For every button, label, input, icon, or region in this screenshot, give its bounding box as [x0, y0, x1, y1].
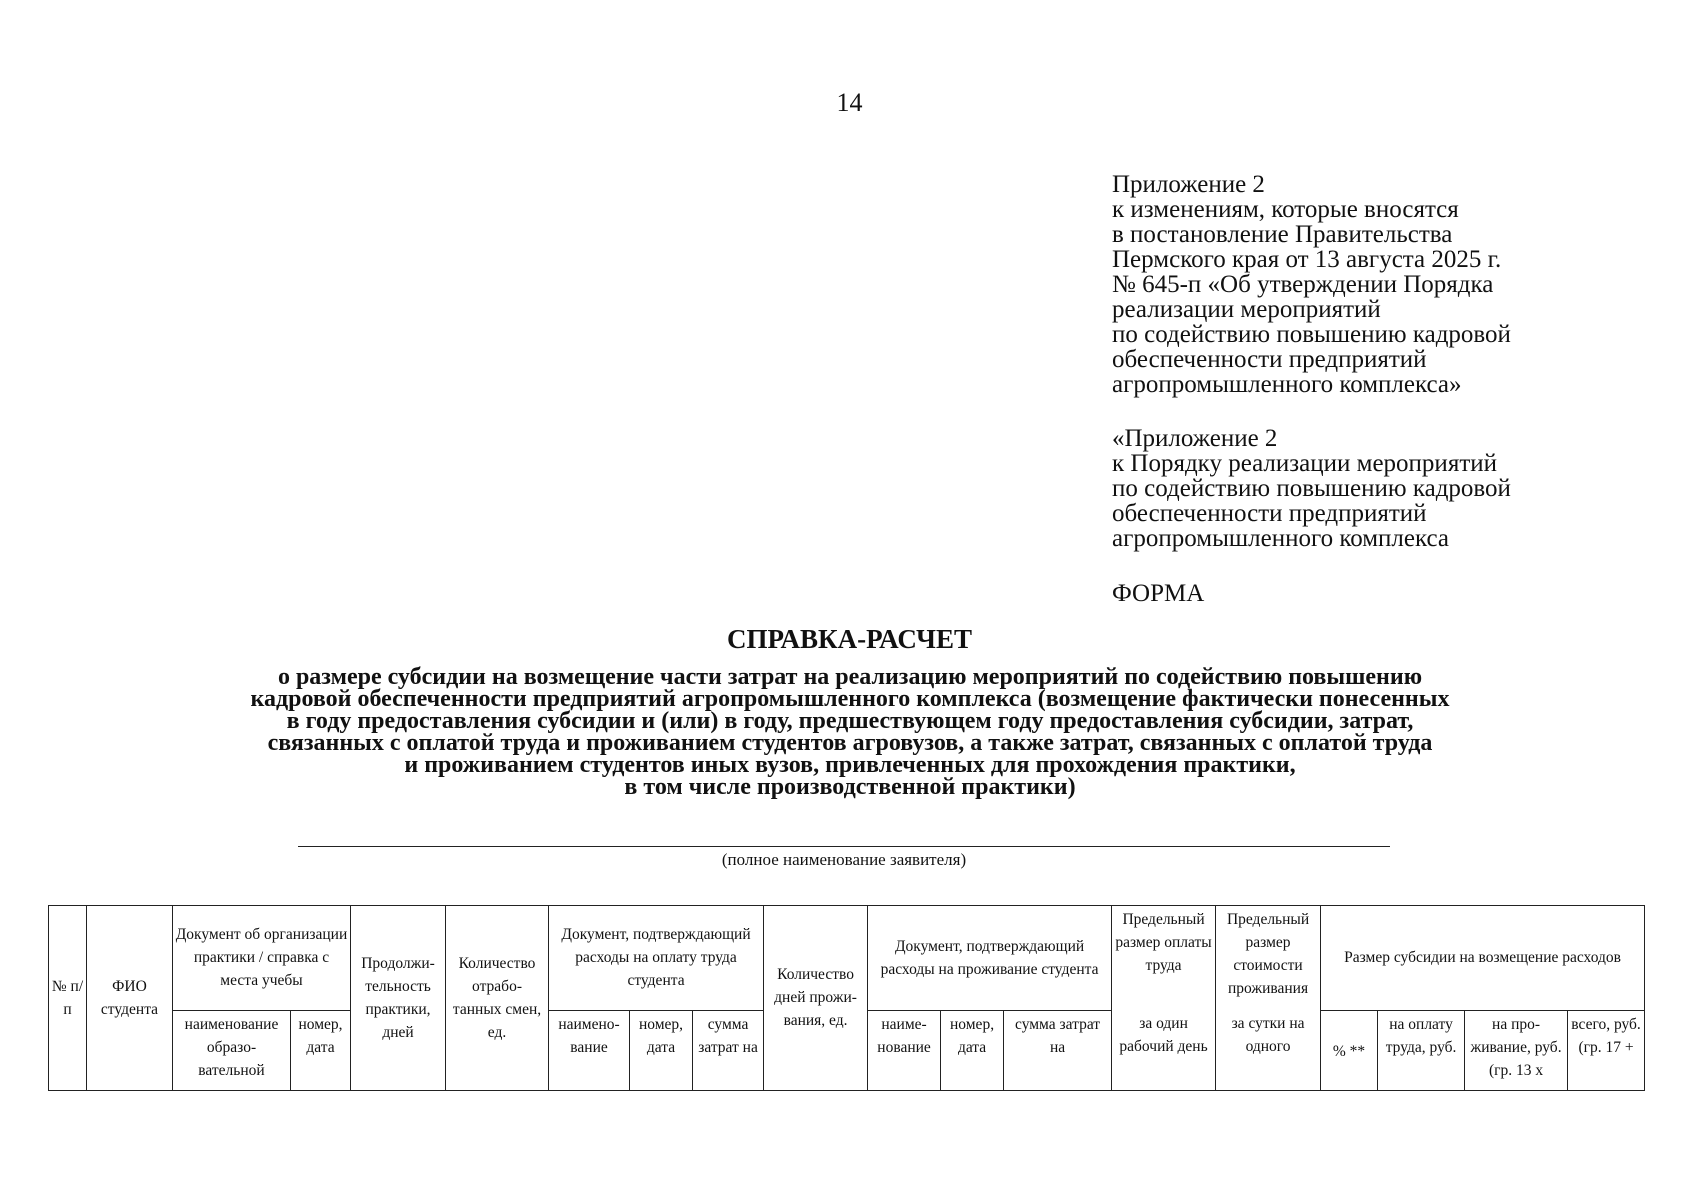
header-cell-living-doc-number: номер, дата — [941, 1010, 1004, 1090]
subtitle-line: в году предоставления субсидии и (или) в году, предшествующем году предоставления субсидии, затрат, — [286, 708, 1414, 734]
subtitle-line: и проживанием студентов иных вузов, привлеченных для прохождения практики, — [404, 752, 1296, 778]
header-cell-subsidy-total: всего, руб. (гр. 17 + — [1568, 1010, 1645, 1090]
header-cell-student-name: ФИО студента — [87, 906, 173, 1091]
annex-line: Пермского края от 13 августа 2025 г. — [1112, 246, 1502, 273]
annex-line: Приложение 2 — [1112, 171, 1265, 198]
annex-order-block — [1112, 426, 1511, 551]
annex-line: обеспеченности предприятий — [1112, 500, 1427, 527]
subtitle-line: о размере субсидии на возмещение части затрат на реализацию мероприятий по содействию повышению — [277, 664, 1423, 690]
annex-line: к Порядку реализации мероприятий — [1112, 450, 1497, 477]
annex-line: к изменениям, которые вносятся — [1112, 196, 1459, 223]
page-number: 14 — [836, 88, 863, 117]
annex-line: обеспеченности предприятий — [1112, 346, 1427, 373]
header-cell-living-days: Количество дней прожи- вания, ед. — [764, 906, 868, 1091]
annex-line: «Приложение 2 — [1112, 425, 1278, 452]
applicant-name-line[interactable] — [298, 846, 1390, 847]
annex-line: агропромышленного комплекса» — [1112, 371, 1462, 398]
header-cell-practice-duration: Продолжи- тельность практики, дней — [351, 906, 446, 1091]
header-cell-practice-doc-name: наименование образо- вательной — [173, 1010, 291, 1090]
header-cell-living-doc-sum: сумма затрат на — [1004, 1010, 1112, 1090]
document-title: СПРАВКА-РАСЧЕТ — [727, 624, 972, 654]
header-cell-practice-doc-number: номер, дата — [291, 1010, 351, 1090]
annex-line: агропромышленного комплекса — [1112, 525, 1450, 552]
subsidy-form-table — [48, 905, 1645, 1091]
header-cell-living-document: Документ, подтверждающий расходы на проживание студента — [868, 906, 1112, 1011]
annex-line: № 645-п «Об утверждении Порядка — [1112, 271, 1494, 298]
header-cell-subsidy-living: на про- живание, руб. (гр. 13 х — [1465, 1010, 1568, 1090]
document-subtitle — [100, 666, 1600, 798]
header-cell-pay-doc-name: наимено- вание — [549, 1010, 630, 1090]
annex-line: реализации мероприятий — [1112, 296, 1381, 323]
annex-line: по содействию повышению кадровой — [1112, 475, 1511, 502]
header-cell-subsidy-amount: Размер субсидии на возмещение расходов — [1321, 906, 1645, 1011]
applicant-caption: (полное наименование заявителя) — [721, 850, 967, 869]
header-cell-max-pay-per-day: за один рабочий день — [1112, 1010, 1216, 1090]
subtitle-line: в том числе производственной практики) — [624, 774, 1076, 800]
header-cell-practice-document: Документ об организации практики / справка с места учебы — [173, 906, 351, 1011]
header-cell-max-living: Предельный размер стоимости проживания — [1216, 906, 1321, 1011]
header-cell-subsidy-pay: на оплату труда, руб. — [1378, 1010, 1465, 1090]
header-cell-number: № п/п — [49, 906, 87, 1091]
annex-header-block — [1112, 172, 1511, 397]
header-cell-pay-doc-sum: сумма затрат на — [693, 1010, 764, 1090]
header-cell-shifts-count: Количество отрабо- танных смен, ед. — [446, 906, 549, 1091]
header-cell-living-doc-name: наиме- нование — [868, 1010, 941, 1090]
annex-line: по содействию повышению кадровой — [1112, 321, 1511, 348]
subtitle-line: кадровой обеспеченности предприятий агропромышленного комплекса (возмещение фактически понесенных — [250, 686, 1450, 712]
header-cell-max-living-per-day: за сутки на одного — [1216, 1010, 1321, 1090]
subtitle-line: связанных с оплатой труда и проживанием студентов агровузов, а также затрат, связанных с оплатой труда — [267, 730, 1433, 756]
header-cell-pay-doc-number: номер, дата — [630, 1010, 693, 1090]
header-cell-subsidy-percent: % ** — [1321, 1010, 1378, 1090]
annex-line: в постановление Правительства — [1112, 221, 1453, 248]
header-cell-max-pay: Предельный размер оплаты труда — [1112, 906, 1216, 1011]
header-cell-pay-document: Документ, подтверждающий расходы на оплату труда студента — [549, 906, 764, 1011]
form-label: ФОРМА — [1112, 580, 1205, 607]
